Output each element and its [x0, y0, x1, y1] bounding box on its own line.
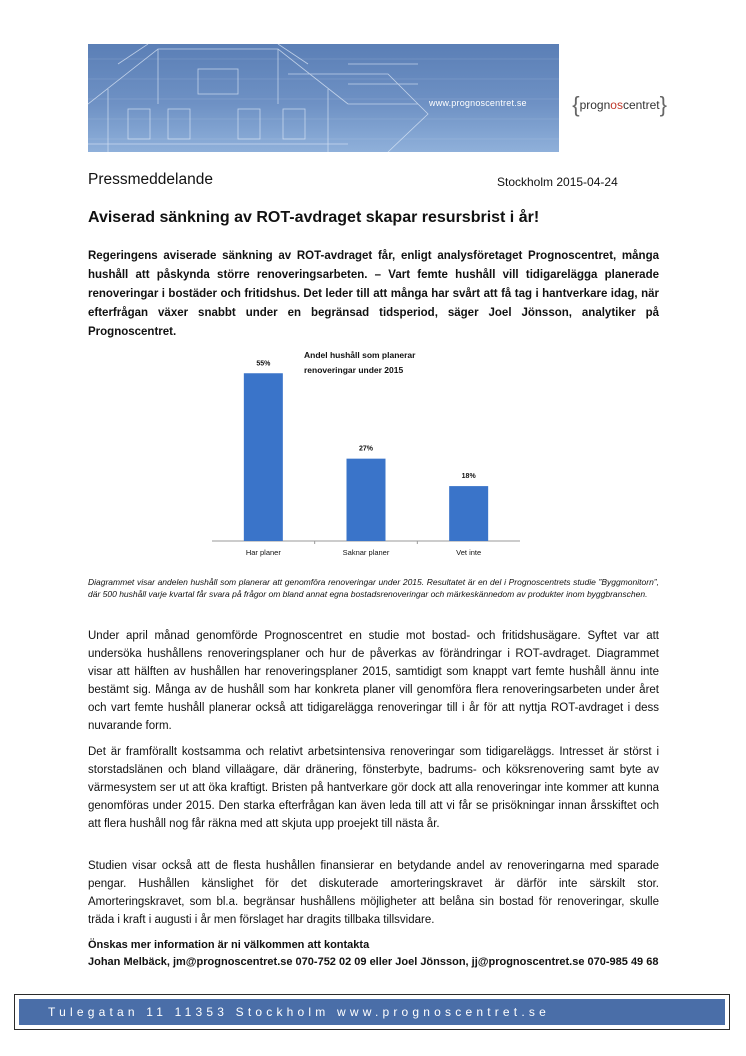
prognoscentret-logo: {prognoscentret} — [572, 92, 667, 117]
data-label-0: 55% — [256, 360, 271, 368]
body-paragraph-1: Under april månad genomförde Prognoscentret en studie mot bostad- och fritidshusägare. Syftet var att undersöka hushållens renoveringsplaner och hur de påverkas av förändringar i ROT-avdraget. Diagrammet visar att hälften av hushållen har renoveringsplaner 2015, samtidigt som knappt vart femte hushåll ännu inte bestämt sig. Många av de hushåll som har konkreta planer vill genomföra flera renoveringsarbeten under året och vart femte hushåll planerar också att tidigarelägga renoveringar till i år för att nyttja ROT-avdraget i dess nuvarande form. — [88, 630, 659, 732]
chart-plot — [0, 340, 746, 570]
body-paragraph-2: Det är framförallt kostsamma och relativt arbetsintensiva renoveringar som tidigareläggs. Intresset är störst i storstadslänen och bland villaägare, där dränering, fönsterbyte, badrums- och köksrenovering samt byte av värmesystem ser ut att öka kraftigt. Bristen på hantverkare gör dock att alla renoveringar inte kommer att kunna genomföras under 2015. Den starka efterfrågan kan även leda till att vi får se prisökningar innan årsskiftet och att flera hushåll nog får räkna med att skjuta upp proejekt till nästa år. — [88, 746, 659, 830]
x-tick-label-2: Vet inte — [456, 548, 482, 557]
contact-details: Johan Melbäck, jm@prognoscentret.se 070-752 02 09 eller Joel Jönsson, jj@prognoscentret.se 070-985 49 68 — [88, 956, 659, 968]
lead-paragraph: Regeringens aviserade sänkning av ROT-avdraget får, enligt analysföretaget Prognoscentret, många hushåll att påskynda större renoveringsarbeten. – Vart femte hushåll vill tidigarelägga planerade renoveringar i bostäder och fritidshus. Det leder till att många har svårt att få tag i hantverkare idag, när efterfrågan växer snabbt under en begränsad tidsperiod, säger Joel Jönsson, analytiker på Prognoscentret. — [88, 250, 659, 338]
x-tick-label-0: Har planer — [245, 548, 281, 557]
header-banner — [88, 44, 679, 152]
footer-address: Tulegatan 11 11353 Stockholm www.prognoscentret.se — [48, 1005, 550, 1019]
bar-1 — [347, 459, 386, 541]
data-label-2: 18% — [461, 473, 476, 481]
contact-heading: Önskas mer information är ni välkommen att kontakta — [88, 939, 370, 951]
document-type-label: Pressmeddelande — [88, 171, 213, 188]
body-paragraph-3: Studien visar också att de flesta hushållen finansierar en betydande andel av renoveringarna med sparade pengar. Hushållen känslighet för det diskuterade amorteringskravet är därför inte särskilt stor. Amorteringskravet, som bl.a. begränsar hushållens möjligheter att belåna sin bostad för renoveringar, skulle träda i kraft i augusti i år men förslaget har dragits tillbaka tillsvidare. — [88, 860, 659, 926]
dateline: Stockholm 2015-04-24 — [497, 175, 618, 189]
banner-url: www.prognoscentret.se — [429, 98, 527, 108]
x-tick-label-1: Saknar planer — [342, 548, 390, 557]
headline: Aviserad sänkning av ROT-avdraget skapar resursbrist i år! — [88, 209, 540, 226]
bar-2 — [449, 486, 488, 541]
chart-title-line-1: Andel hushåll som planerar — [304, 350, 416, 360]
data-label-1: 27% — [358, 445, 374, 453]
chart-caption: Diagrammet visar andelen hushåll som planerar att genomföra renoveringar under 2015. Resultatet är en del i Prognoscentrets studie ”Byggmonitorn”, där 500 hushåll varje kvartal får svara på frågor om bland annat egna bostadsrenoveringar och märkeskännedom av produkter inom byggbranschen. — [88, 577, 659, 599]
contact-block — [88, 937, 688, 971]
bar-chart — [0, 340, 746, 570]
chart-title-line-2: renoveringar under 2015 — [304, 365, 404, 375]
bar-0 — [244, 373, 283, 541]
